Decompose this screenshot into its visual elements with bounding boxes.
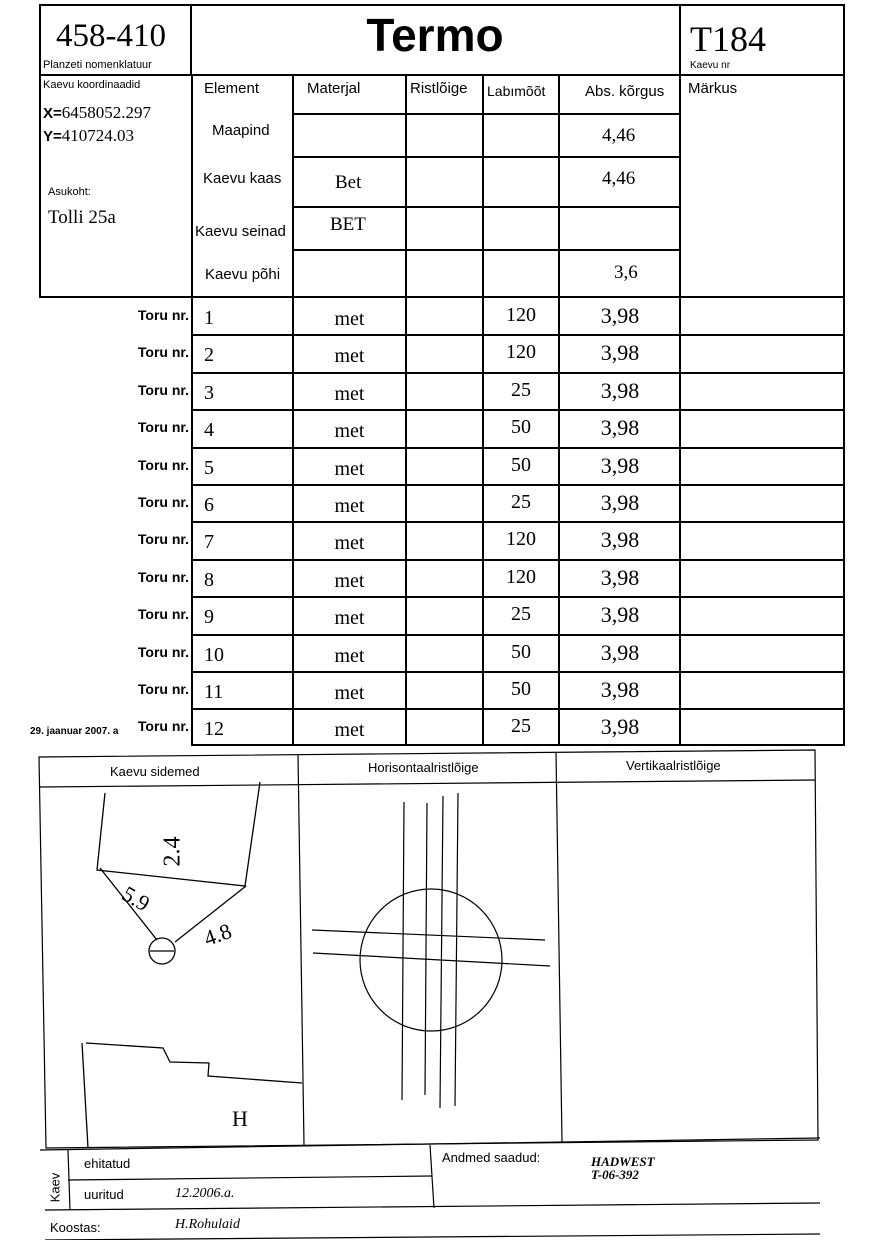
pipe-number: 1 (204, 307, 214, 329)
pipe-material: met (334, 308, 365, 330)
pipe-row-label: Toru nr. (137, 643, 189, 660)
col-header-elevation: Abs. kõrgus (585, 83, 665, 100)
element-name: Kaevu kaas (203, 170, 282, 187)
col-header-element: Element (204, 80, 260, 97)
pipe-number: 8 (204, 568, 214, 591)
coord-x-value: 6458052.297 (61, 103, 152, 122)
horizontal-section-label: Horisontaalristlõige (368, 760, 479, 775)
col-header-section: Ristlõige (410, 80, 468, 97)
pipe-diameter: 50 (511, 416, 531, 439)
dimension-label: 4.8 (200, 918, 235, 951)
pipe-elevation: 3,98 (600, 564, 640, 590)
pipe-diameter: 50 (511, 678, 531, 700)
pipe-material: met (334, 457, 365, 480)
pipe-diameter: 50 (511, 453, 531, 476)
element-row-line (293, 156, 680, 158)
pipe-material: met (334, 420, 365, 443)
date-note: 29. jaanuar 2007. a (30, 726, 119, 737)
pipe-diameter: 120 (506, 304, 536, 326)
pipe-row-label: Toru nr. (137, 606, 189, 623)
data-source-code: T-06-392 (591, 1167, 639, 1182)
coord-x (43, 103, 151, 123)
pipe-material: met (334, 719, 365, 742)
elements-bottom-line (191, 296, 845, 298)
pipe-number: 5 (204, 456, 214, 479)
element-elevation: 4,46 (602, 125, 636, 146)
pipe-number: 4 (204, 419, 214, 442)
pipe-row-line (191, 671, 845, 673)
element-row-line (293, 113, 680, 115)
nomenclature-label: Planzeti nomenklatuur (43, 59, 152, 71)
pipe-row-line (191, 372, 845, 374)
pipe-row-line (191, 559, 845, 561)
pipe-elevation: 3,98 (600, 452, 640, 478)
coord-x-label: X= (43, 105, 62, 122)
footer-lines (40, 1138, 820, 1240)
author-value: H.Rohulaid (175, 1217, 240, 1232)
surveyed-value: 12.2006.a. (175, 1186, 235, 1201)
pipe-elevation: 3,98 (600, 415, 640, 441)
pipe-elevation: 3,98 (600, 714, 640, 740)
col-header-diameter: Labımõõt (487, 83, 546, 99)
pipe-row-line (191, 708, 845, 710)
pipe-elevation: 3,98 (600, 490, 640, 515)
pipe-number: 10 (204, 643, 224, 666)
pipe-row-label: Toru nr. (137, 344, 189, 361)
pipe-elevation: 3,98 (600, 602, 640, 628)
pipe-row-label: Toru nr. (137, 419, 189, 436)
pipe-material: met (334, 569, 365, 592)
vertical-section-label: Vertikaalristlõige (626, 758, 721, 773)
element-row-line (293, 206, 680, 208)
connections-sketch (82, 782, 302, 1148)
pipe-diameter: 25 (511, 603, 531, 626)
pipe-number: 11 (204, 681, 224, 703)
well-number-label: Kaevu nr (690, 60, 731, 71)
coord-y-value: 410724.03 (61, 126, 135, 145)
pipe-row-line (191, 521, 845, 523)
pipe-row-label: Toru nr. (137, 568, 189, 585)
coord-y (43, 126, 134, 146)
author-label: Koostas: (50, 1220, 101, 1235)
pipe-row-label: Toru nr. (137, 494, 189, 510)
nomenclature-value: 458-410 (56, 18, 166, 54)
pipe-row-label: Toru nr. (137, 531, 189, 548)
page-title: Termo (366, 9, 504, 61)
pipe-material: met (334, 682, 365, 704)
well-number: T184 (690, 19, 766, 59)
pipe-row-line (191, 409, 845, 411)
element-elevation: 3,6 (614, 262, 638, 283)
pipe-material: met (334, 532, 365, 555)
pipe-elevation: 3,98 (600, 527, 640, 553)
col-header-remarks: Märkus (688, 80, 738, 97)
pipe-material: met (334, 345, 365, 368)
col-header-material: Materjal (307, 80, 361, 97)
pipe-elevation: 3,98 (600, 303, 640, 328)
coordinates-label: Kaevu koordinaadid (43, 79, 141, 91)
pipe-row-label: Toru nr. (137, 681, 189, 697)
pipe-diameter: 25 (511, 378, 531, 401)
element-material: Bet (335, 172, 362, 193)
element-name: Kaevu seinad (195, 223, 286, 240)
pipe-elevation: 3,98 (600, 677, 640, 702)
pipe-elevation: 3,98 (600, 377, 640, 403)
pipe-row-label: Toru nr. (137, 381, 189, 398)
location-value: Tolli 25a (48, 207, 116, 228)
element-row-line (293, 249, 680, 251)
location-label: Asukoht: (48, 186, 91, 198)
pipe-material: met (334, 607, 365, 630)
horizontal-section-sketch (312, 793, 550, 1108)
pipe-number: 3 (204, 381, 214, 404)
dimension-label: 2.4 (159, 836, 186, 867)
pipe-diameter: 25 (511, 491, 531, 513)
built-label: ehitatud (84, 1156, 131, 1171)
pipe-row-line (191, 634, 845, 636)
pipe-diameter: 120 (506, 341, 536, 364)
pipe-number: 6 (204, 494, 214, 516)
connections-label: Kaevu sidemed (110, 764, 200, 779)
surveyed-label: uuritud (84, 1187, 124, 1202)
pipe-material: met (334, 382, 365, 405)
pipe-elevation: 3,98 (600, 340, 640, 366)
pipe-row-label: Toru nr. (137, 456, 189, 473)
pipe-row-line (191, 447, 845, 449)
header-divider-right (679, 4, 681, 76)
element-name: Maapind (212, 122, 270, 139)
pipe-diameter: 50 (511, 640, 531, 663)
pipe-row-line (191, 484, 845, 486)
pipe-row-line (191, 596, 845, 598)
pipe-diameter: 120 (506, 528, 536, 551)
pipe-diameter: 120 (506, 565, 536, 588)
well-side-label: Kaev (47, 1172, 63, 1203)
pipe-number: 12 (204, 718, 224, 741)
pipe-number: 9 (204, 606, 214, 629)
pipe-row-line (191, 334, 845, 336)
pipe-row-label: Toru nr. (137, 718, 189, 735)
coord-y-label: Y= (43, 128, 62, 145)
pipe-material: met (334, 644, 365, 667)
pipe-number: 7 (204, 531, 214, 554)
pipe-elevation: 3,98 (600, 639, 640, 665)
data-source-label: Andmed saadud: (442, 1150, 541, 1165)
data-source-value: HADWEST (591, 1154, 655, 1169)
pipe-material: met (334, 495, 365, 517)
pipe-number: 2 (204, 344, 214, 367)
element-elevation: 4,46 (602, 168, 636, 189)
pipe-diameter: 25 (511, 715, 531, 738)
pipe-row-label: Toru nr. (137, 307, 189, 323)
element-material: BET (330, 214, 366, 235)
dimension-label: 5.9 (117, 880, 155, 917)
element-name: Kaevu põhi (205, 266, 281, 283)
house-mark: H (232, 1106, 248, 1131)
